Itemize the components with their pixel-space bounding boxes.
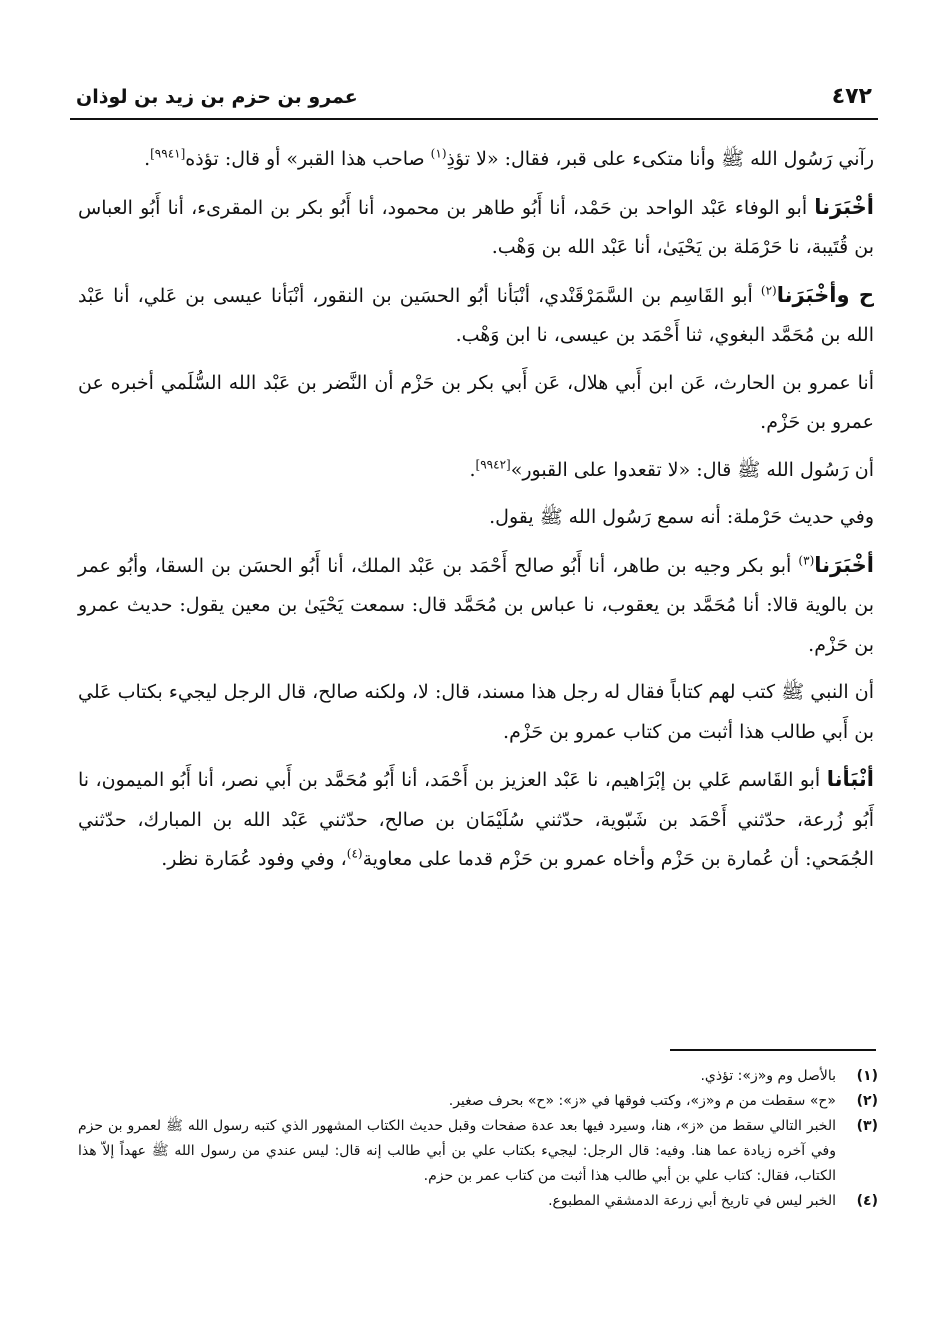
hadith-number: [٩٩٤١]	[150, 146, 186, 161]
paragraph-5	[78, 451, 874, 491]
paragraph-text: أن النبي ﷺ كتب لهم كتاباً فقال له رجل هذا مسند، قال: لا، ولكنه صالح، قال الرجل ليجيء بكتاب عَلي بن أَبي طالب هذا أثبت من كتاب عمرو بن حَزْم.	[78, 681, 874, 743]
footnote-number: (٤)	[856, 1193, 878, 1209]
main-text	[78, 140, 874, 888]
paragraph-2	[78, 188, 874, 268]
paragraph-6	[78, 498, 874, 538]
paragraph-text: رآني رَسُول الله ﷺ وأنا متكىء على قبر، فقال: «لا تؤذِ	[446, 148, 874, 170]
paragraph-end: .	[144, 148, 151, 170]
footnote-number: (١)	[856, 1068, 878, 1084]
footnote-number: (٢)	[856, 1093, 878, 1109]
paragraph-text: صاحب هذا القبر» أو قال: تؤذه	[185, 148, 431, 170]
footnote-number: (٣)	[856, 1118, 878, 1134]
footnote-text: بالأصل وم و«ز»: تؤذي.	[700, 1068, 836, 1084]
footnote-ref: (٤)	[346, 846, 363, 861]
paragraph-7	[78, 546, 874, 666]
paragraph-3	[78, 276, 874, 356]
paragraph-9	[78, 760, 874, 880]
paragraph-4	[78, 364, 874, 443]
isnad-lead: أخْبَرَنا	[814, 194, 874, 219]
footnote-ref: (٢)	[760, 283, 777, 298]
paragraph-text: ، وفي وفود عُمَارة نظر.	[161, 848, 347, 870]
paragraph-text: أبو بكر وجيه بن طاهر، أنا أَبُو صالح أَحْمَد بن عَبْد الملك، أنا أَبُو الحسَن بن السقا، وأبُو عمر بن بالوية قالا: أنا مُحَمَّد بن يعقوب، نا عباس بن مُحَمَّد قال: سمعت يَحْيَىٰ بن معين يقول: حديث عمرو بن حَزْم.	[78, 554, 874, 656]
footnote-2	[78, 1089, 878, 1114]
footnote-ref: (٣)	[798, 553, 815, 568]
running-title: عمرو بن حزم بن زيد بن لوذان	[76, 86, 358, 108]
paragraph-text: أبو القَاسِم بن السَّمَرْقَنْدي، أنْبَأنا أبُو الحسَين بن النقور، أنْبَأنا عيسى بن عَلي، أنا عَبْد الله بن مُحَمَّد البغوي، ثنا أَحْمَد بن عيسى، نا ابن وَهْب.	[78, 284, 874, 346]
paragraph-end: .	[469, 458, 476, 481]
page-header	[70, 78, 878, 120]
paragraph-1	[78, 140, 874, 180]
paragraph-text: أنا عمرو بن الحارث، عَن ابن أَبي هلال، عَن أَبي بكر بن حَزْم أن النَّضر بن عَبْد الله السُّلَمي أخبره عن عمرو بن حَزْم.	[78, 371, 874, 433]
footnote-ref: (١)	[430, 146, 447, 161]
footnote-text: الخبر التالي سقط من «ز»، هنا، وسيرد فيها بعد عدة صفحات وقبل حديث الكتاب المشهور الذي كتبه رسول الله ﷺ لعمرو بن حزم وفي آخره زيادة عما هنا. وفيه: قال الرجل: ليجيء بكتاب علي بن أبي طالب إنه قال: ليس عندي من رسول الله ﷺ عهداً إلاّ هذا الكتاب، فقال: كتاب علي بن أبي طالب هذا أثبت من كتاب عمر بن حزم.	[78, 1118, 836, 1184]
hadith-number: [٩٩٤٢]	[475, 457, 511, 472]
paragraph-text: أبو القَاسم عَلي بن إبْرَاهيم، نا عَبْد العزيز بن أَحْمَد، أنا أَبُو مُحَمَّد بن أَبي نصر، أنا أَبُو الميمون، نا أَبُو زُرعة، حدّثني أَحْمَد بن شَبّوية، حدّثني سُلَيْمَان بن صالح، حدّثني عَبْد الله بن المبارك، حدّثني الجُمَحي: أن عُمارة بن حَزْم وأخاه عمرو بن حَزْم قدما على معاوية	[78, 769, 874, 870]
paragraph-8	[78, 673, 874, 752]
page-number: ٤٧٢	[831, 84, 872, 109]
footnote-divider	[670, 1049, 876, 1051]
footnote-4	[78, 1189, 878, 1214]
paragraph-text: وفي حديث حَرْملة: أنه سمع رَسُول الله ﷺ يقول.	[489, 506, 874, 528]
isnad-lead: أنْبَأنا	[826, 767, 874, 791]
footnote-3	[78, 1114, 878, 1189]
paragraph-text: أبو الوفاء عَبْد الواحد بن حَمْد، أنا أَبُو طاهر بن محمود، أنا أَبُو بكر بن المقرىء، أنا أَبُو العباس بن قُتَيبة، نا حَرْمَلة بن يَحْيَىٰ، أنا عَبْد الله بن وَهْب.	[78, 196, 874, 258]
isnad-lead: أخْبَرَنا	[814, 552, 874, 577]
footnote-1	[78, 1064, 878, 1089]
footnote-text: الخبر ليس في تاريخ أبي زرعة الدمشقي المطبوع.	[548, 1193, 836, 1209]
footnote-text: «ح» سقطت من م و«ز»، وكتب فوقها في «ز»: «ح» بحرف صغير.	[448, 1093, 836, 1109]
isnad-lead: ح وأخْبَرَنا	[776, 282, 874, 307]
footnotes	[78, 1064, 878, 1214]
paragraph-text: أن رَسُول الله ﷺ قال: «لا تقعدوا على القبور»	[510, 458, 874, 481]
